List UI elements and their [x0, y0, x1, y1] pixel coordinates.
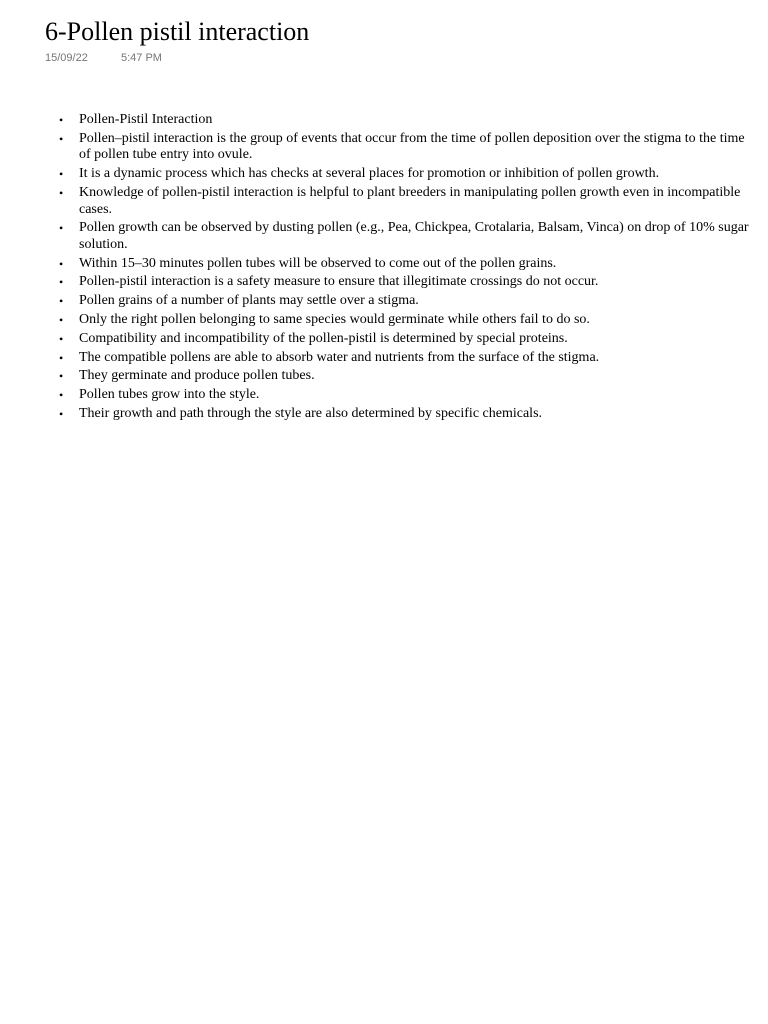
bullet-icon: •: [59, 369, 64, 384]
list-item-text: Pollen–pistil interaction is the group of events that occur from the time of pollen deposition over the stigma to the time of pollen tube entry into ovule.: [79, 130, 745, 163]
page-title[interactable]: 6-Pollen pistil interaction: [45, 17, 310, 46]
list-item-text: Knowledge of pollen-pistil interaction is helpful to plant breeders in manipulating pollen growth even in incompatible cases.: [79, 184, 741, 217]
bullet-icon: •: [59, 185, 64, 200]
list-item[interactable]: [59, 368, 751, 385]
list-item[interactable]: [59, 330, 751, 348]
list-item-text: The compatible pollens are able to absorb water and nutrients from the surface of the stigma.: [79, 349, 600, 365]
bullet-icon: •: [59, 313, 64, 328]
list-item[interactable]: [59, 184, 751, 218]
bullet-icon: •: [59, 131, 64, 146]
bullet-icon: •: [59, 350, 64, 365]
list-item-text: Their growth and path through the style are also determined by specific chemicals.: [79, 405, 543, 421]
bullet-icon: •: [59, 221, 64, 236]
list-item[interactable]: [59, 112, 751, 129]
list-item[interactable]: [59, 255, 751, 273]
bullet-icon: •: [59, 167, 64, 182]
list-item[interactable]: [59, 349, 751, 367]
list-item-text: Compatibility and incompatibility of the pollen-pistil is determined by special proteins.: [79, 330, 568, 346]
bullet-icon: •: [59, 256, 64, 271]
page-date: 15/09/22: [45, 52, 88, 64]
list-item[interactable]: [59, 220, 751, 253]
page-time: 5:47 PM: [121, 52, 162, 64]
bullet-icon: •: [59, 331, 64, 346]
list-item-text: Pollen grains of a number of plants may settle over a stigma.: [79, 293, 419, 309]
bullet-icon: •: [59, 294, 64, 309]
list-item-text: Pollen tubes grow into the style.: [79, 387, 260, 403]
list-item-text: Pollen growth can be observed by dusting pollen (e.g., Pea, Chickpea, Crotalaria, Balsam, Vinca) on drop of 10% sugar solution.: [79, 220, 749, 252]
list-item[interactable]: [59, 405, 751, 423]
list-item[interactable]: [59, 274, 751, 291]
bullet-icon: •: [59, 275, 64, 290]
list-item-text: Only the right pollen belonging to same species would germinate while others fail to do so.: [79, 312, 590, 328]
list-item[interactable]: [59, 293, 751, 310]
bullet-list: [51, 112, 751, 425]
list-item[interactable]: [59, 387, 751, 404]
bullet-icon: •: [59, 113, 64, 127]
list-item-text: It is a dynamic process which has checks at several places for promotion or inhibition of pollen growth.: [79, 166, 660, 182]
bullet-icon: •: [59, 406, 64, 421]
page-timestamp: [45, 51, 162, 65]
list-item-text: Pollen-Pistil Interaction: [79, 112, 213, 127]
list-item-text: Within 15–30 minutes pollen tubes will be observed to come out of the pollen grains.: [79, 255, 557, 271]
list-item-text: They germinate and produce pollen tubes.: [79, 368, 315, 384]
list-item[interactable]: [59, 166, 751, 183]
list-item-text: Pollen-pistil interaction is a safety measure to ensure that illegitimate crossings do not occur.: [79, 274, 599, 290]
list-item[interactable]: [59, 130, 751, 164]
bullet-icon: •: [59, 388, 64, 403]
list-item[interactable]: [59, 312, 751, 329]
